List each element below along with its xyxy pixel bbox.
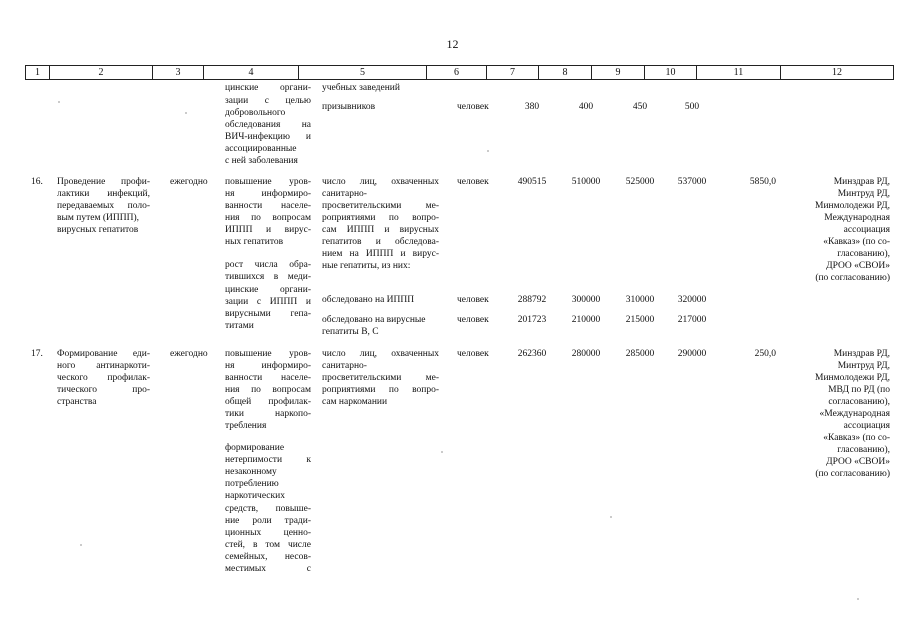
table-header xyxy=(25,65,894,80)
row-executor-line: ассоциация xyxy=(843,421,890,431)
scan-speck xyxy=(185,112,187,114)
row-indicator-line: роприятиями по вопро- xyxy=(322,213,439,223)
col-header-4: 4 xyxy=(204,66,299,80)
row-title-line: ческого профилак- xyxy=(57,373,150,383)
col-header-11: 11 xyxy=(697,66,781,80)
cont-indicator-line: призывников xyxy=(322,102,376,112)
row-funding: 5850,0 xyxy=(749,177,776,187)
row-unit: человек xyxy=(457,315,489,325)
scan-speck xyxy=(610,516,612,518)
cont-results-line: ВИЧ-инфекцию и xyxy=(225,132,311,142)
row-value-8: 280000 xyxy=(571,349,601,359)
row-unit: человек xyxy=(457,177,489,187)
row-title-line: Формирование еди- xyxy=(57,349,150,359)
row-title-line: передаваемых поло- xyxy=(57,201,150,211)
row-value-9: 310000 xyxy=(625,295,655,305)
col-header-6: 6 xyxy=(427,66,487,80)
col-header-9: 9 xyxy=(592,66,645,80)
row-indicator-line: нием на ИППП и вирус- xyxy=(322,249,439,259)
row-results2-line: потреблению xyxy=(225,479,279,489)
row-executor-line: гласованию), xyxy=(837,249,890,259)
row-executor-line: гласованию), xyxy=(837,445,890,455)
row-results-line: ванности населе- xyxy=(225,201,311,211)
row-results-line: ИППП и вирус- xyxy=(225,225,311,235)
row-executor-line: Минмолодежи РД, xyxy=(815,373,890,383)
row-indicator-line: просветительскими ме- xyxy=(322,373,439,383)
row-results2-line: формирование xyxy=(225,443,285,453)
row-unit: человек xyxy=(457,349,489,359)
row-results2-line: ционных ценно- xyxy=(225,528,311,538)
row-results-line: тики наркопо- xyxy=(225,409,311,419)
row-unit: человек xyxy=(457,295,489,305)
scan-speck xyxy=(487,150,489,152)
scan-speck xyxy=(441,451,443,453)
col-header-7: 7 xyxy=(487,66,539,80)
row-results2-line: зации с ИППП и xyxy=(225,297,311,307)
row-executor-line: согласованию), xyxy=(828,397,890,407)
row-indicator-line: ные гепатиты, из них: xyxy=(322,261,411,271)
row-indicator-line: гепатитов и обследова- xyxy=(322,237,439,247)
row-results-line: ня информиро- xyxy=(225,189,311,199)
row-title-line: лактики инфекций, xyxy=(57,189,150,199)
row-results2-line: тившихся в меди- xyxy=(225,272,311,282)
row-title-line: Проведение профи- xyxy=(57,177,150,187)
cont-value-10: 500 xyxy=(684,102,700,112)
cont-results-line: зации с целью xyxy=(225,96,311,106)
row-results2-line: семейных, несов- xyxy=(225,552,311,562)
row-value-7: 201723 xyxy=(517,315,547,325)
row-value-9: 215000 xyxy=(625,315,655,325)
row-results2-line: местимых с xyxy=(225,564,311,574)
row-results2-line: рост числа обра- xyxy=(225,260,311,270)
row-indicator-line: санитарно- xyxy=(322,189,367,199)
row-title-line: вирусных гепатитов xyxy=(57,225,139,235)
row-sub-indicator-hepatitis: гепатиты В, С xyxy=(322,327,379,337)
row-value-7: 288792 xyxy=(517,295,547,305)
col-header-12: 12 xyxy=(781,66,894,80)
row-value-8: 510000 xyxy=(571,177,601,187)
row-results2-line: цинские органи- xyxy=(225,285,311,295)
row-results2-line: нетерпимости к xyxy=(225,455,311,465)
row-executor-line: Минздрав РД, xyxy=(833,177,890,187)
row-executor-line: Минздрав РД, xyxy=(833,349,890,359)
row-executor-line: «Кавказ» (по со- xyxy=(823,237,890,247)
cont-results-line: цинские органи- xyxy=(225,83,311,93)
row-period: ежегодно xyxy=(170,177,208,187)
page-number: 12 xyxy=(446,37,459,51)
row-results2-line: стей, в том числе xyxy=(225,540,311,550)
col-header-5: 5 xyxy=(299,66,427,80)
row-value-10: 217000 xyxy=(677,315,707,325)
row-value-9: 285000 xyxy=(625,349,655,359)
row-indicator-line: просветительскими ме- xyxy=(322,201,439,211)
row-results-line: общей профилак- xyxy=(225,397,311,407)
row-value-10: 537000 xyxy=(677,177,707,187)
row-value-10: 290000 xyxy=(677,349,707,359)
row-results2-line: ние роли тради- xyxy=(225,516,311,526)
row-executor-line: «Международная xyxy=(819,409,890,419)
cont-results-line: обследования на xyxy=(225,120,311,130)
row-value-8: 210000 xyxy=(571,315,601,325)
row-results-line: повышение уров- xyxy=(225,177,311,187)
scan-speck xyxy=(58,101,60,103)
row-results-line: требления xyxy=(225,421,267,431)
row-executor-line: (по согласованию) xyxy=(815,469,890,479)
row-results-line: ния по вопросам xyxy=(225,385,311,395)
scan-speck xyxy=(857,598,859,600)
row-title-line: вым путем (ИППП), xyxy=(57,213,139,223)
row-title-line: ного антинаркоти- xyxy=(57,361,150,371)
row-title-line: тического про- xyxy=(57,385,150,395)
row-executor-line: Минмолодежи РД, xyxy=(815,201,890,211)
row-executor-line: МВД по РД (по xyxy=(828,385,890,395)
row-results2-line: титами xyxy=(225,321,254,331)
col-header-8: 8 xyxy=(539,66,592,80)
row-results-line: повышение уров- xyxy=(225,349,311,359)
col-header-1: 1 xyxy=(26,66,50,80)
row-executor-line: Минтруд РД, xyxy=(837,361,890,371)
cont-results-line: добровольного xyxy=(225,108,286,118)
row-value-8: 300000 xyxy=(571,295,601,305)
row-executor-line: Минтруд РД, xyxy=(837,189,890,199)
row-results-line: ванности населе- xyxy=(225,373,311,383)
row-executor-line: ассоциация xyxy=(843,225,890,235)
row-indicator-line: число лиц, охваченных xyxy=(322,349,439,359)
cont-indicator-line: учебных заведений xyxy=(322,83,400,93)
row-number: 17. xyxy=(31,349,43,359)
cont-results-line: с ней заболевания xyxy=(225,156,298,166)
row-results-line: ных гепатитов xyxy=(225,237,284,247)
col-header-10: 10 xyxy=(645,66,697,80)
row-title-line: странства xyxy=(57,397,97,407)
row-results2-line: средств, повыше- xyxy=(225,504,311,514)
row-value-7: 262360 xyxy=(517,349,547,359)
scan-speck xyxy=(80,544,82,546)
row-value-7: 490515 xyxy=(517,177,547,187)
row-results2-line: наркотических xyxy=(225,491,285,501)
row-executor-line: (по согласованию) xyxy=(815,273,890,283)
row-indicator-line: число лиц, охваченных xyxy=(322,177,439,187)
row-period: ежегодно xyxy=(170,349,208,359)
row-executor-line: ДРОО «СВОИ» xyxy=(826,457,890,467)
row-funding: 250,0 xyxy=(754,349,776,359)
row-value-9: 525000 xyxy=(625,177,655,187)
col-header-3: 3 xyxy=(153,66,204,80)
cont-value-8: 400 xyxy=(578,102,594,112)
row-results-line: ния по вопросам xyxy=(225,213,311,223)
row-indicator-line: сам наркомании xyxy=(322,397,388,407)
row-value-10: 320000 xyxy=(677,295,707,305)
cont-results-line: ассоциированные xyxy=(225,144,297,154)
row-sub-indicator-ippp: обследовано на ИППП xyxy=(322,295,415,305)
row-results2-line: вирусными гепа- xyxy=(225,309,311,319)
row-executor-line: ДРОО «СВОИ» xyxy=(826,261,890,271)
row-executor-line: Международная xyxy=(824,213,890,223)
row-indicator-line: санитарно- xyxy=(322,361,367,371)
row-executor-line: «Кавказ» (по со- xyxy=(823,433,890,443)
cont-unit: человек xyxy=(457,102,489,112)
row-results2-line: незаконному xyxy=(225,467,277,477)
col-header-2: 2 xyxy=(50,66,153,80)
row-indicator-line: сам ИППП и вирусных xyxy=(322,225,439,235)
cont-value-9: 450 xyxy=(632,102,648,112)
row-sub-indicator-hepatitis: обследовано на вирусные xyxy=(322,315,426,325)
cont-value-7: 380 xyxy=(524,102,540,112)
row-number: 16. xyxy=(31,177,43,187)
row-indicator-line: роприятиями по вопро- xyxy=(322,385,439,395)
row-results-line: ня информиро- xyxy=(225,361,311,371)
